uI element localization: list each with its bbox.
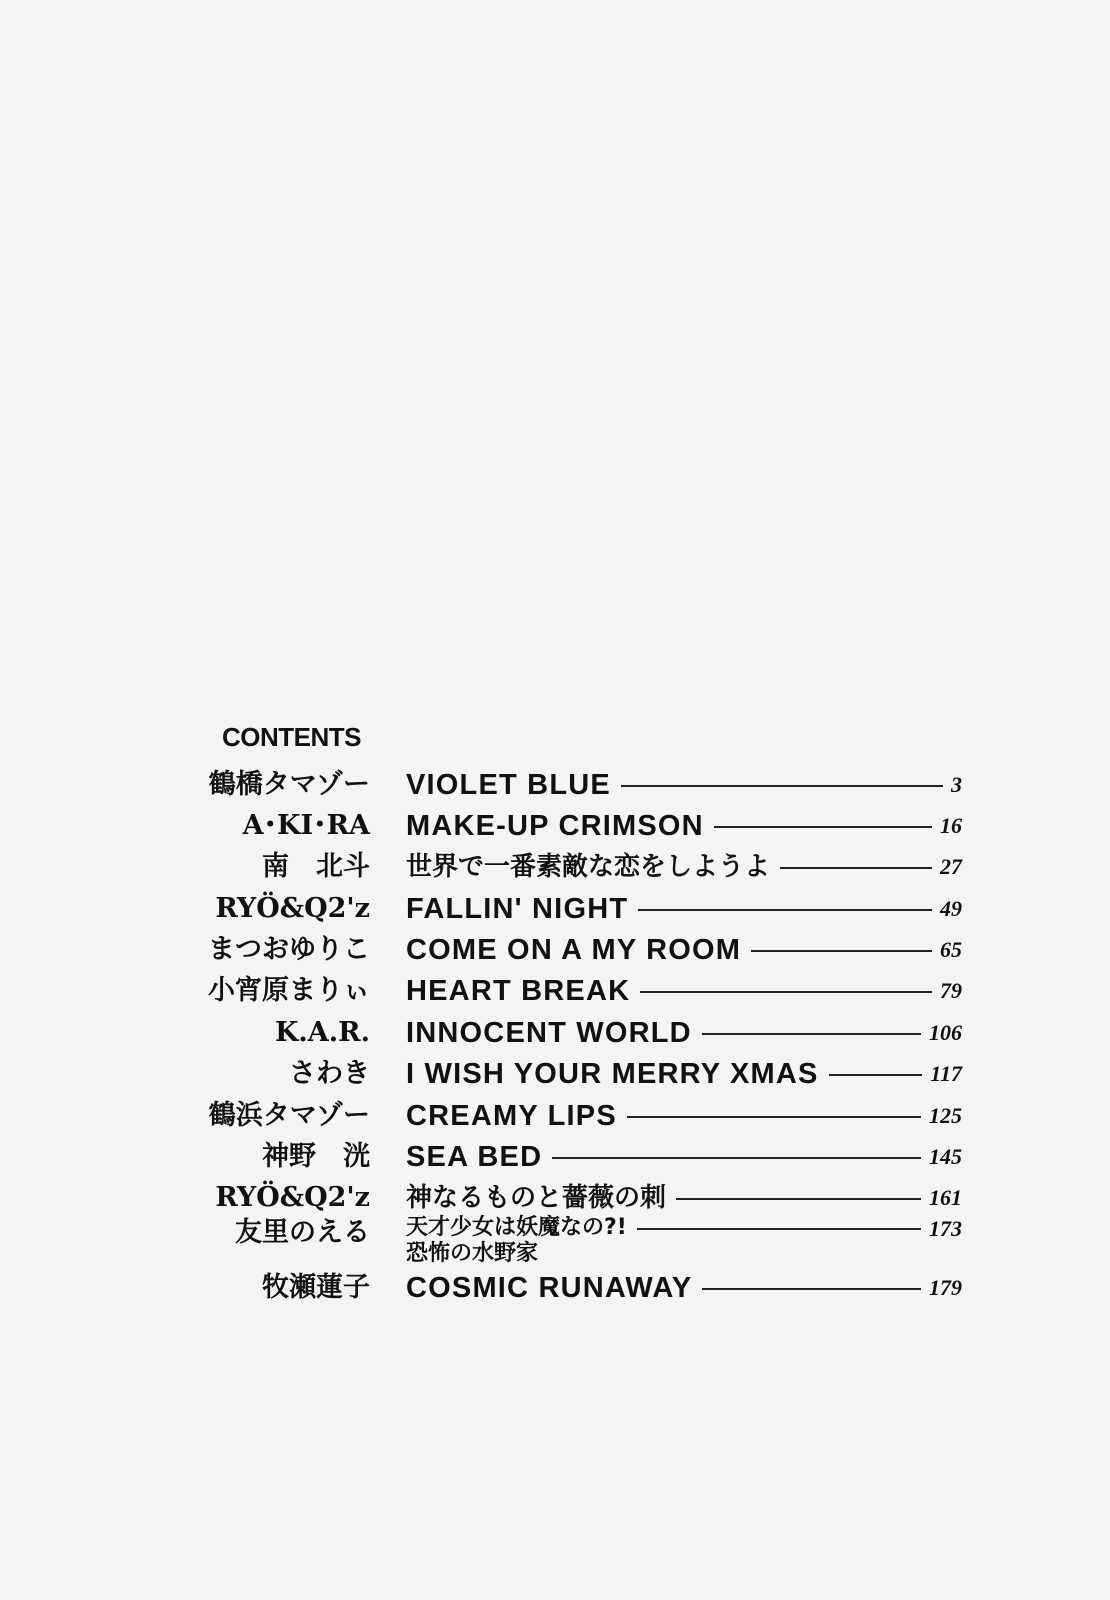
toc-entry[interactable]	[0, 932, 1110, 972]
toc-entry[interactable]	[0, 1139, 1110, 1179]
toc-entry[interactable]	[0, 1270, 1110, 1310]
toc-title: COME ON A MY ROOM	[406, 934, 742, 966]
leader-line	[637, 1228, 921, 1230]
toc-author: A･KI･RA	[242, 810, 370, 841]
toc-entry[interactable]	[0, 1015, 1110, 1055]
toc-page-number: 173	[929, 1216, 962, 1241]
toc-title: SEA BED	[406, 1141, 543, 1173]
toc-page-number: 65	[940, 937, 962, 962]
toc-page-number: 49	[940, 896, 962, 921]
toc-author: さわき	[289, 1058, 370, 1089]
toc-page-number: 117	[930, 1061, 962, 1086]
toc-page-number: 27	[940, 854, 962, 879]
toc-author: RYÖ&Q2'z	[215, 893, 370, 924]
toc-title: INNOCENT WORLD	[406, 1017, 692, 1049]
toc-title-line2: 恐怖の水野家	[406, 1241, 539, 1266]
toc-title: 世界で一番素敵な恋をしようよ	[406, 852, 771, 882]
toc-entry[interactable]	[0, 1098, 1110, 1138]
leader-line	[640, 991, 932, 993]
toc-entry[interactable]	[0, 1056, 1110, 1096]
leader-line	[780, 867, 932, 869]
toc-entry[interactable]	[0, 1180, 1110, 1220]
toc-title: I WISH YOUR MERRY XMAS	[406, 1058, 819, 1090]
toc-author: 鶴浜タマゾー	[208, 1100, 370, 1131]
toc-title: 神なるものと薔薇の刺	[406, 1183, 667, 1213]
toc-page-number: 161	[929, 1185, 962, 1210]
toc-author: 牧瀬蓮子	[262, 1272, 370, 1303]
toc-title: 天才少女は妖魔なの?!	[406, 1215, 627, 1240]
contents-heading: CONTENTS	[222, 722, 361, 752]
toc-author: まつおゆりこ	[208, 934, 370, 965]
toc-author: 友里のえる	[235, 1217, 370, 1248]
leader-line	[702, 1288, 921, 1290]
toc-page-number: 179	[929, 1275, 962, 1300]
toc-page-number: 16	[940, 813, 962, 838]
toc-title: COSMIC RUNAWAY	[406, 1272, 693, 1304]
leader-line	[638, 909, 932, 911]
toc-page-number: 106	[929, 1020, 962, 1045]
toc-entry[interactable]	[0, 891, 1110, 931]
toc-title-block	[406, 1215, 627, 1267]
toc-title: FALLIN' NIGHT	[406, 893, 629, 925]
toc-page-number: 145	[929, 1144, 962, 1169]
leader-line	[702, 1033, 921, 1035]
toc-entry[interactable]	[0, 808, 1110, 848]
leader-line	[676, 1198, 921, 1200]
leader-line	[714, 826, 932, 828]
toc-author: 神野 洸	[262, 1141, 370, 1172]
leader-line	[552, 1157, 921, 1159]
toc-title: MAKE-UP CRIMSON	[406, 810, 704, 842]
leader-line	[621, 785, 943, 787]
toc-author: 鶴橋タマゾー	[208, 769, 370, 800]
toc-author: 南 北斗	[262, 851, 370, 882]
toc-title: VIOLET BLUE	[406, 769, 611, 801]
toc-title: CREAMY LIPS	[406, 1100, 617, 1132]
toc-page-number: 125	[929, 1103, 962, 1128]
toc-entry[interactable]	[0, 973, 1110, 1013]
leader-line	[627, 1116, 921, 1118]
toc-author: K.A.R.	[274, 1017, 370, 1048]
toc-author: RYÖ&Q2'z	[215, 1182, 370, 1213]
toc-entry[interactable]	[0, 849, 1110, 889]
toc-entry[interactable]	[0, 1215, 1110, 1271]
toc-title: HEART BREAK	[406, 975, 631, 1007]
leader-line	[829, 1074, 923, 1076]
toc-author: 小宵原まりぃ	[208, 975, 370, 1006]
leader-line	[751, 950, 932, 952]
toc-page-number: 79	[940, 978, 962, 1003]
toc-page-number: 3	[951, 772, 962, 797]
toc-entry[interactable]	[0, 767, 1110, 807]
